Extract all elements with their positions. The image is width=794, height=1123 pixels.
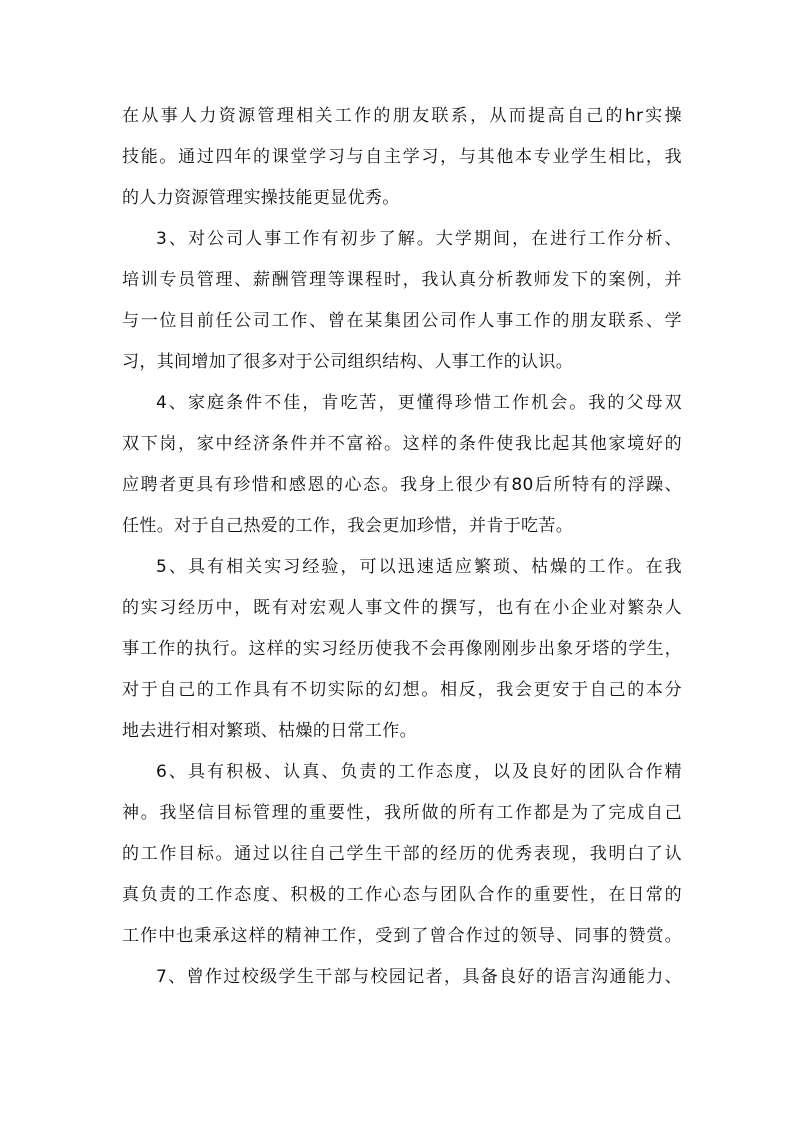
text-line: 对于自己的工作具有不切实际的幻想。相反，我会更安于自己的本分 (122, 680, 682, 700)
text-line: 应聘者更具有珍惜和感恩的心态。我身上很少有80后所特有的浮躁、 (122, 475, 682, 495)
text-line: 真负责的工作态度、积极的工作心态与团队合作的重要性，在日常的 (122, 885, 682, 905)
text-line: 在从事人力资源管理相关工作的朋友联系，从而提高自己的hr实操 (122, 106, 682, 126)
text-line: 习，其间增加了很多对于公司组织结构、人事工作的认识。 (122, 352, 574, 372)
text-line: 地去进行相对繁琐、枯燥的日常工作。 (122, 721, 417, 741)
text-line: 的工作目标。通过以往自己学生干部的经历的优秀表现，我明白了认 (122, 844, 682, 864)
text-line: 5、具有相关实习经验，可以迅速适应繁琐、枯燥的工作。在我 (156, 557, 682, 577)
text-line: 的人力资源管理实操技能更显优秀。 (122, 188, 400, 208)
text-line: 双下岗，家中经济条件并不富裕。这样的条件使我比起其他家境好的 (122, 434, 682, 454)
text-line: 任性。对于自己热爱的工作，我会更加珍惜，并肯于吃苦。 (122, 516, 574, 536)
text-line: 7、曾作过校级学生干部与校园记者，具备良好的语言沟通能力、 (156, 967, 682, 987)
body-text (122, 96, 682, 998)
text-line: 3、对公司人事工作有初步了解。大学期间，在进行工作分析、 (156, 229, 682, 249)
text-line: 技能。通过四年的课堂学习与自主学习，与其他本专业学生相比，我 (122, 147, 682, 167)
text-line: 神。我坚信目标管理的重要性，我所做的所有工作都是为了完成自己 (122, 803, 682, 823)
text-line: 的实习经历中，既有对宏观人事文件的撰写，也有在小企业对繁杂人 (122, 598, 682, 618)
text-line: 与一位目前任公司工作、曾在某集团公司作人事工作的朋友联系、学 (122, 311, 682, 331)
text-line: 培训专员管理、薪酬管理等课程时，我认真分析教师发下的案例，并 (122, 270, 682, 290)
text-line: 4、家庭条件不佳，肯吃苦，更懂得珍惜工作机会。我的父母双 (156, 393, 682, 413)
text-line: 工作中也秉承这样的精神工作，受到了曾合作过的领导、同事的赞赏。 (122, 926, 682, 946)
text-line: 事工作的执行。这样的实习经历使我不会再像刚刚步出象牙塔的学生， (122, 639, 682, 659)
text-line: 6、具有积极、认真、负责的工作态度，以及良好的团队合作精 (156, 762, 682, 782)
